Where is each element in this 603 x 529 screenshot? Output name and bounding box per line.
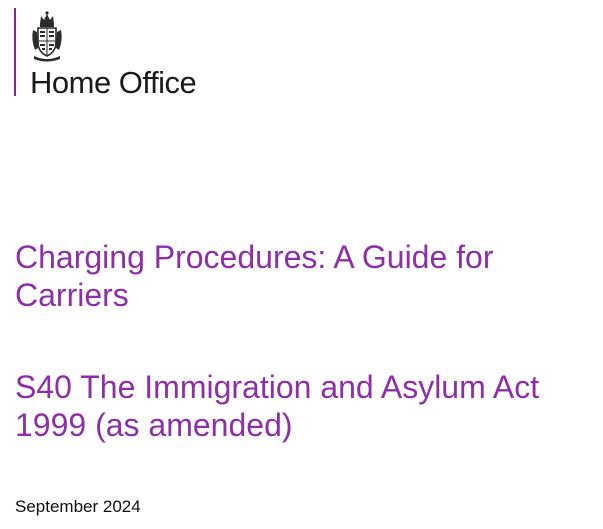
document-title: Charging Procedures: A Guide for Carriers [15, 239, 494, 313]
organisation-name: Home Office [30, 65, 197, 100]
royal-crest-icon [30, 10, 64, 62]
publication-date: September 2024 [15, 497, 141, 516]
home-office-logo [14, 8, 250, 100]
document-subtitle: S40 The Immigration and Asylum Act 1999 (as amended) [15, 369, 540, 443]
